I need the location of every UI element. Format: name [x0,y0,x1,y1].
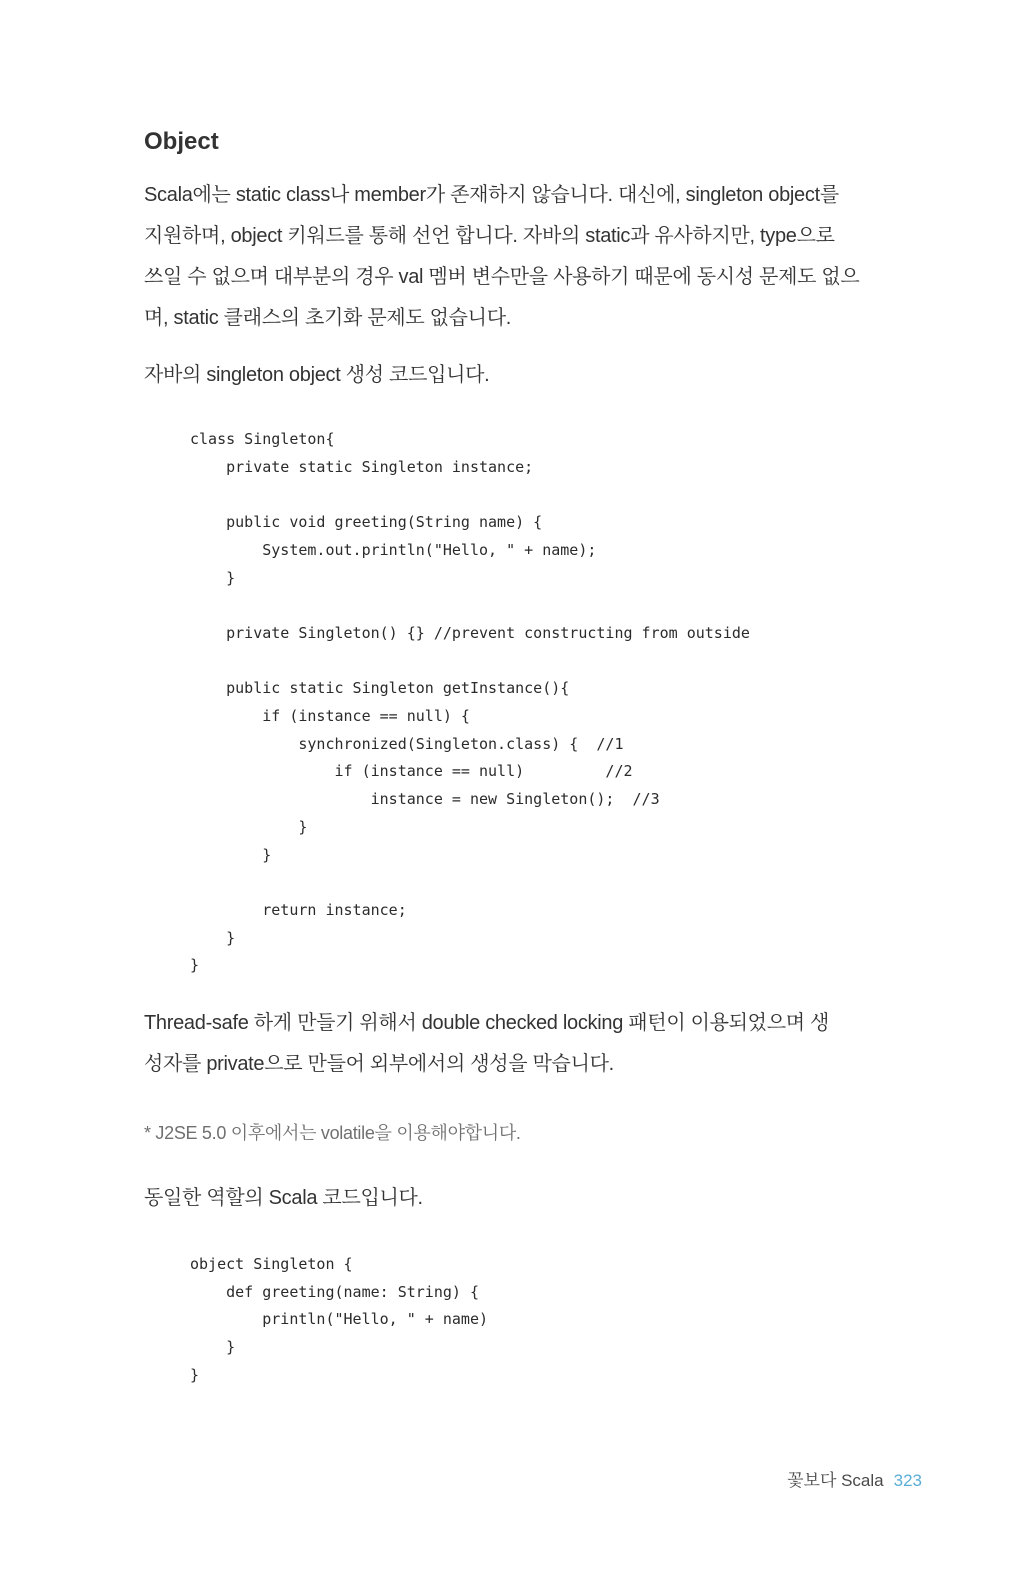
page-number: 323 [893,1471,922,1490]
intro-line: 며, static 클래스의 초기화 문제도 없습니다. [144,307,511,329]
threadsafe-line: 성자를 private으로 만들어 외부에서의 생성을 막습니다. [144,1053,614,1075]
code-line: } [190,568,236,587]
code-line: } [190,845,272,864]
java-code-block [190,426,750,980]
code-line: class Singleton{ [190,430,335,448]
code-line: private static Singleton instance; [190,457,534,476]
code-line: if (instance == null) //2 [190,762,633,781]
code-line: public void greeting(String name) { [190,513,543,532]
code-line: private Singleton() {} //prevent constructing from outside [190,623,750,642]
code-line: } [190,928,236,947]
code-line [190,648,750,676]
code-line: System.out.println("Hello, " + name); [190,540,597,559]
section-heading: Object [144,128,219,155]
code-line: def greeting(name: String) { [190,1282,479,1301]
code-line: println("Hello, " + name) [190,1310,489,1329]
page-footer [787,1466,922,1491]
java-intro [144,355,889,396]
code-line [190,869,750,897]
code-line: } [190,956,200,975]
intro-paragraph [144,175,889,339]
java-intro-text: 자바의 singleton object 생성 코드입니다. [144,364,490,386]
code-line: if (instance == null) { [190,706,470,725]
scala-intro-text: 동일한 역할의 Scala 코드입니다. [144,1187,423,1209]
code-line: } [190,817,308,836]
code-line: } [190,1365,200,1384]
scala-intro [144,1178,889,1219]
code-line: instance = new Singleton(); //3 [190,790,660,809]
intro-line: Scala에는 static class나 member가 존재하지 않습니다. 대신에, singleton object를 [144,184,839,206]
intro-line: 지원하며, object 키워드를 통해 선언 합니다. 자바의 static과 유사하지만, type으로 [144,225,835,247]
threadsafe-line: Thread-safe 하게 만들기 위해서 double checked locking 패턴이 이용되었으며 생 [144,1012,830,1034]
code-line [190,592,750,620]
code-line: object Singleton { [190,1255,353,1273]
scala-code-block [190,1251,488,1390]
code-line: synchronized(Singleton.class) { //1 [190,734,624,753]
footnote: * J2SE 5.0 이후에서는 volatile을 이용해야합니다. [144,1123,521,1143]
code-line [190,481,750,509]
intro-line: 쓰일 수 없으며 대부분의 경우 val 멤버 변수만을 사용하기 때문에 동시성 문제도 없으 [144,266,860,288]
code-line: public static Singleton getInstance(){ [190,679,570,698]
book-title: 꽃보다 Scala [787,1471,884,1490]
threadsafe-paragraph [144,1003,889,1085]
code-line: } [190,1338,236,1357]
code-line: return instance; [190,900,407,919]
